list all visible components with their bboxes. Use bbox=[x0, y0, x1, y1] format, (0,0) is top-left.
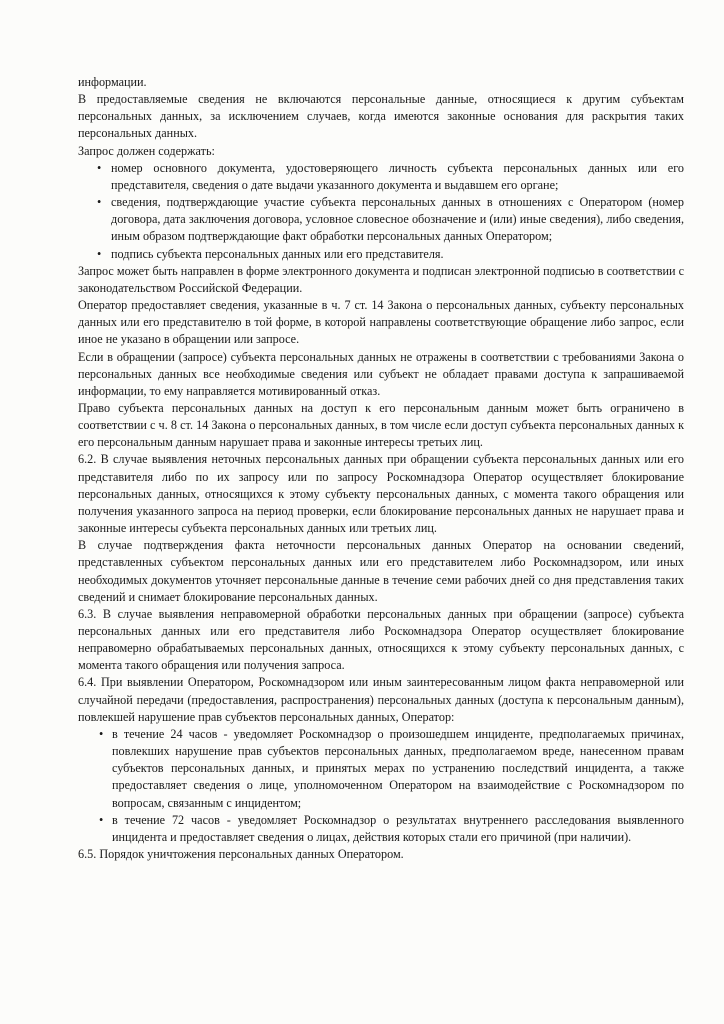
list-item: • сведения, подтверждающие участие субъекта персональных данных в отношениях с Оператором (номер договора, дата заключения договора, условное словесное обозначение и (или) иные сведения), либо сведения, иным образом подтверждающие факт обработки персональных данных Оператором; bbox=[78, 194, 684, 245]
document-body bbox=[78, 74, 684, 863]
list-item: • в течение 24 часов - уведомляет Роскомнадзор о произошедшем инциденте, предполагаемых причинах, повлекших нарушение прав субъектов персональных данных, предполагаемом вреде, нанесенном правам субъектов персональных данных, и принятых мерах по устранению последствий инцидента, а также предоставляет сведения о лице, уполномоченном Оператором на взаимодействие с Роскомнадзором по вопросам, связанным с инцидентом; bbox=[78, 726, 684, 812]
section-6-3: 6.3. В случае выявления неправомерной обработки персональных данных при обращении (запросе) субъекта персональных данных или его представителя либо Роскомнадзора Оператор осуществляет блокирование неправомерно обрабатываемых персональных данных, относящихся к этому субъекту персональных данных, с момента такого обращения или получения запроса. bbox=[78, 606, 684, 673]
paragraph: Право субъекта персональных данных на доступ к его персональным данным может быть ограничено в соответствии с ч. 8 ст. 14 Закона о персональных данных, в том числе если доступ субъекта персональных данных к его персональным данным нарушает права и законные интересы третьих лиц. bbox=[78, 400, 684, 450]
request-contents-list bbox=[78, 160, 684, 263]
paragraph: Оператор предоставляет сведения, указанные в ч. 7 ст. 14 Закона о персональных данных, субъекту персональных данных или его представителю в той форме, в которой направлены соответствующие обращение либо запрос, если иное не указано в обращении или запросе. bbox=[78, 298, 684, 347]
section-6-5: 6.5. Порядок уничтожения персональных данных Оператором. bbox=[78, 847, 404, 862]
paragraph: Запрос должен содержать: bbox=[78, 143, 215, 158]
list-item: • номер основного документа, удостоверяющего личность субъекта персональных данных или его представителя, сведения о дате выдачи указанного документа и выдавшем его органе; bbox=[78, 160, 684, 194]
section-6-4: 6.4. При выявлении Оператором, Роскомнадзором или иным заинтересованным лицом факта неправомерной или случайной передачи (предоставления, распространения) персональных данных (доступа к персональным данным), повлекшей нарушение прав субъектов персональных данных, Оператор: bbox=[78, 675, 684, 724]
paragraph: В предоставляемые сведения не включаются персональные данные, относящиеся к другим субъектам персональных данных, за исключением случаев, когда имеются законные основания для раскрытия таких персональных данных. bbox=[78, 92, 684, 141]
list-item: • в течение 72 часов - уведомляет Роскомнадзор о результатах внутреннего расследования выявленного инцидента и предоставляет сведения о лицах, действия которых стали его причиной (при наличии). bbox=[78, 812, 684, 846]
paragraph: Запрос может быть направлен в форме электронного документа и подписан электронной подписью в соответствии с законодательством Российской Федерации. bbox=[78, 263, 684, 295]
list-item: • подпись субъекта персональных данных или его представителя. bbox=[78, 246, 684, 263]
section-6-2: 6.2. В случае выявления неточных персональных данных при обращении субъекта персональных данных или его представителя либо по их запросу или по запросу Роскомнадзора Оператор осуществляет блокирование персональных данных, относящихся к этому субъекту персональных данных, с момента такого обращения или получения указанного запроса на период проверки, если блокирование персональных данных не нарушает права и законные интересы субъекта персональных данных или третьих лиц. bbox=[78, 452, 684, 536]
paragraph: информации. bbox=[78, 75, 147, 89]
operator-actions-list bbox=[78, 726, 684, 846]
paragraph: В случае подтверждения факта неточности персональных данных Оператор на основании сведений, представленных субъектом персональных данных или его представителем либо Роскомнадзором, или иных необходимых документов уточняет персональные данные в течение семи рабочих дней со дня представления таких сведений и снимает блокирование персональных данных. bbox=[78, 538, 684, 604]
paragraph: Если в обращении (запросе) субъекта персональных данных не отражены в соответствии с требованиями Закона о персональных данных все необходимые сведения или субъект не обладает правами доступа к запрашиваемой информации, то ему направляется мотивированный отказ. bbox=[78, 349, 684, 398]
